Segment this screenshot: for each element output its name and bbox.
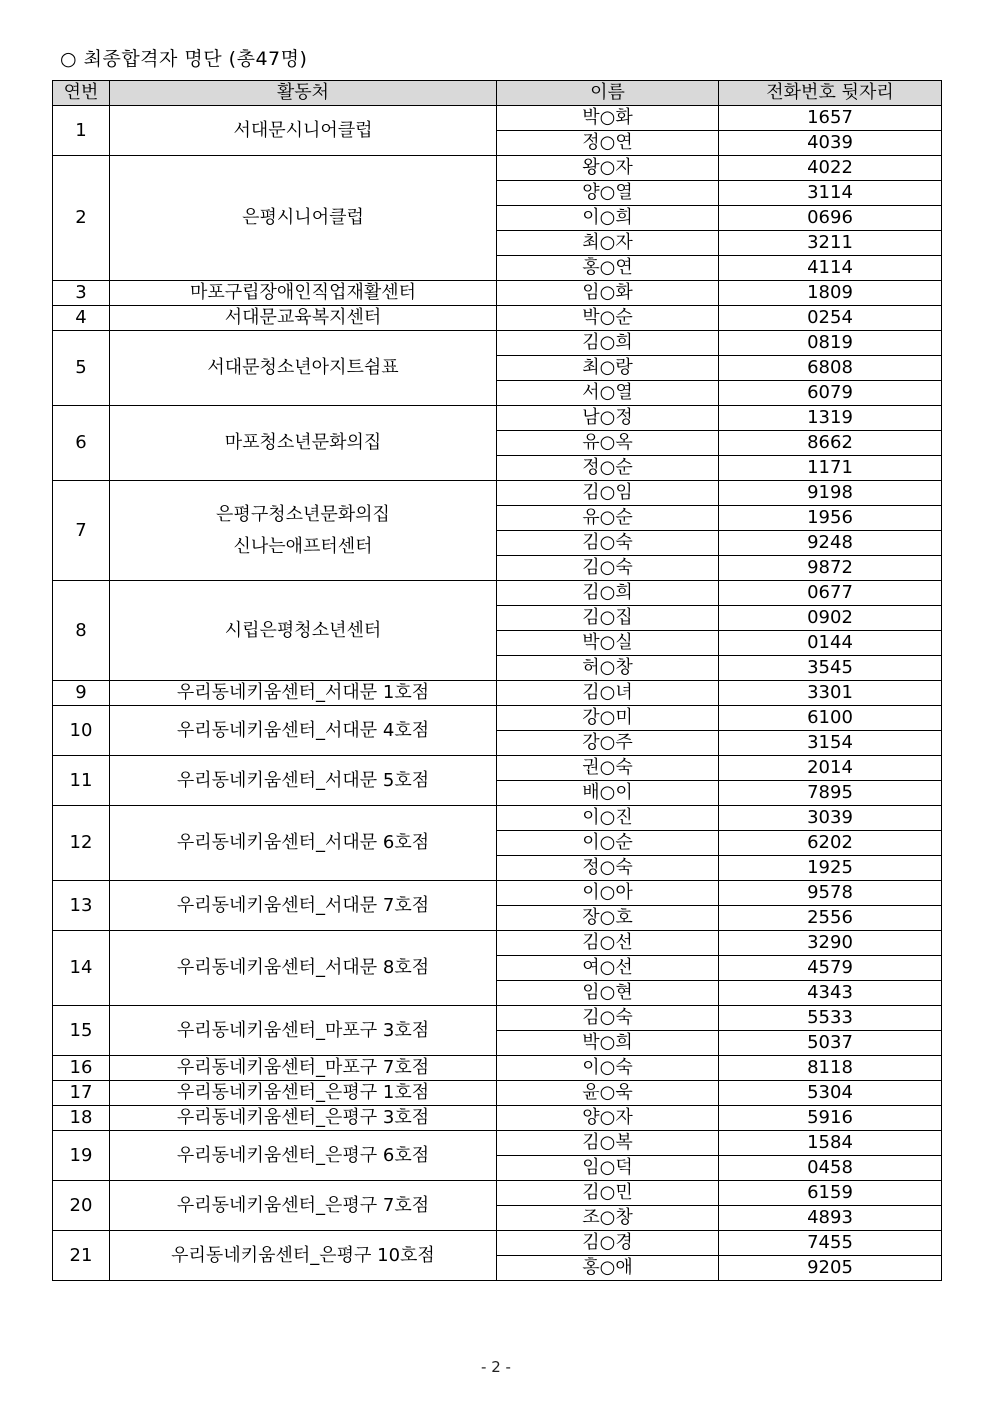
table-row xyxy=(53,306,942,331)
phone-last-digits: 5304 xyxy=(719,1081,942,1106)
table-row xyxy=(53,706,942,731)
table-row xyxy=(53,1081,942,1106)
phone-last-digits: 6079 xyxy=(719,381,942,406)
row-number: 7 xyxy=(53,481,110,581)
organization-cell xyxy=(110,1181,497,1231)
phone-last-digits: 5533 xyxy=(719,1006,942,1031)
row-number: 21 xyxy=(53,1231,110,1281)
phone-last-digits: 4579 xyxy=(719,956,942,981)
person-name: 최○랑 xyxy=(497,356,719,381)
row-number: 9 xyxy=(53,681,110,706)
table-row xyxy=(53,881,942,906)
row-number: 6 xyxy=(53,406,110,481)
person-name: 김○민 xyxy=(497,1181,719,1206)
phone-last-digits: 4343 xyxy=(719,981,942,1006)
phone-last-digits: 3114 xyxy=(719,181,942,206)
person-name: 정○순 xyxy=(497,456,719,481)
section-heading: ○ 최종합격자 명단 (총47명) xyxy=(60,48,308,70)
phone-last-digits: 0696 xyxy=(719,206,942,231)
organization-name: 우리동네키움센터_은평구 1호점 xyxy=(176,1082,430,1103)
organization-cell xyxy=(110,1006,497,1056)
person-name: 장○호 xyxy=(497,906,719,931)
organization-name: 우리동네키움센터_서대문 5호점 xyxy=(176,769,430,791)
organization-cell xyxy=(110,156,497,281)
person-name: 김○숙 xyxy=(497,1006,719,1031)
person-name: 김○집 xyxy=(497,606,719,631)
organization-name: 우리동네키움센터_서대문 6호점 xyxy=(176,832,430,853)
organization-name: 우리동네키움센터_마포구 7호점 xyxy=(176,1057,430,1078)
phone-last-digits: 4039 xyxy=(719,131,942,156)
table-row xyxy=(53,1131,942,1156)
table-row xyxy=(53,281,942,306)
organization-name: 우리동네키움센터_은평구 6호점 xyxy=(176,1144,430,1166)
person-name: 박○희 xyxy=(497,1031,719,1056)
person-name: 박○화 xyxy=(497,106,719,131)
organization-name: 마포청소년문화의집 xyxy=(224,432,382,453)
organization-name: 신나는애프터센터 xyxy=(233,535,373,557)
phone-last-digits: 6159 xyxy=(719,1181,942,1206)
person-name: 임○화 xyxy=(497,281,719,306)
person-name: 양○열 xyxy=(497,181,719,206)
row-number: 20 xyxy=(53,1181,110,1231)
organization-cell xyxy=(110,931,497,1006)
person-name: 유○순 xyxy=(497,506,719,531)
row-number: 10 xyxy=(53,706,110,756)
table-row xyxy=(53,681,942,706)
organization-cell xyxy=(110,1231,497,1281)
phone-last-digits: 7895 xyxy=(719,781,942,806)
person-name: 홍○연 xyxy=(497,256,719,281)
phone-last-digits: 3290 xyxy=(719,931,942,956)
row-number: 2 xyxy=(53,156,110,281)
phone-last-digits: 3545 xyxy=(719,656,942,681)
organization-name: 마포구립장애인직업재활센터 xyxy=(189,282,417,303)
phone-last-digits: 6808 xyxy=(719,356,942,381)
table-row xyxy=(53,581,942,606)
header-organization: 활동처 xyxy=(110,81,497,106)
person-name: 김○녀 xyxy=(497,681,719,706)
organization-cell xyxy=(110,406,497,481)
person-name: 정○숙 xyxy=(497,856,719,881)
phone-last-digits: 7455 xyxy=(719,1231,942,1256)
phone-last-digits: 9248 xyxy=(719,531,942,556)
phone-last-digits: 1809 xyxy=(719,281,942,306)
person-name: 왕○자 xyxy=(497,156,719,181)
phone-last-digits: 1956 xyxy=(719,506,942,531)
phone-last-digits: 3211 xyxy=(719,231,942,256)
phone-last-digits: 1584 xyxy=(719,1131,942,1156)
row-number: 16 xyxy=(53,1056,110,1081)
table-row xyxy=(53,1181,942,1206)
person-name: 남○정 xyxy=(497,406,719,431)
person-name: 김○임 xyxy=(497,481,719,506)
person-name: 이○진 xyxy=(497,806,719,831)
phone-last-digits: 8662 xyxy=(719,431,942,456)
header-number: 연번 xyxy=(53,81,110,106)
phone-last-digits: 5916 xyxy=(719,1106,942,1131)
person-name: 정○연 xyxy=(497,131,719,156)
organization-cell xyxy=(110,706,497,756)
organization-name: 은평시니어클럽 xyxy=(242,207,364,228)
organization-name: 서대문교육복지센터 xyxy=(224,307,382,328)
phone-last-digits: 0902 xyxy=(719,606,942,631)
person-name: 김○희 xyxy=(497,581,719,606)
phone-last-digits: 3154 xyxy=(719,731,942,756)
row-number: 17 xyxy=(53,1081,110,1106)
organization-cell xyxy=(110,106,497,156)
table-row xyxy=(53,106,942,131)
person-name: 박○실 xyxy=(497,631,719,656)
table-row xyxy=(53,1006,942,1031)
person-name: 강○주 xyxy=(497,731,719,756)
row-number: 5 xyxy=(53,331,110,406)
row-number: 8 xyxy=(53,581,110,681)
phone-last-digits: 1171 xyxy=(719,456,942,481)
row-number: 12 xyxy=(53,806,110,881)
organization-name: 시립은평청소년센터 xyxy=(224,619,382,641)
phone-last-digits: 9205 xyxy=(719,1256,942,1281)
person-name: 이○희 xyxy=(497,206,719,231)
organization-name: 은평구청소년문화의집 xyxy=(216,503,390,525)
table-row xyxy=(53,1106,942,1131)
row-number: 15 xyxy=(53,1006,110,1056)
person-name: 김○숙 xyxy=(497,531,719,556)
person-name: 김○희 xyxy=(497,331,719,356)
person-name: 이○순 xyxy=(497,831,719,856)
person-name: 권○숙 xyxy=(497,756,719,781)
phone-last-digits: 3039 xyxy=(719,806,942,831)
phone-last-digits: 9198 xyxy=(719,481,942,506)
organization-cell xyxy=(110,481,497,581)
organization-name: 우리동네키움센터_은평구 10호점 xyxy=(171,1244,435,1266)
table-row xyxy=(53,331,942,356)
organization-cell xyxy=(110,1131,497,1181)
organization-name: 서대문청소년아지트쉼표 xyxy=(207,357,399,378)
header-row xyxy=(53,81,942,106)
phone-last-digits: 2014 xyxy=(719,756,942,781)
phone-last-digits: 4022 xyxy=(719,156,942,181)
person-name: 조○창 xyxy=(497,1206,719,1231)
organization-cell xyxy=(110,1106,497,1131)
phone-last-digits: 0144 xyxy=(719,631,942,656)
organization-name: 우리동네키움센터_서대문 8호점 xyxy=(176,957,430,978)
person-name: 홍○애 xyxy=(497,1256,719,1281)
person-name: 서○열 xyxy=(497,381,719,406)
organization-cell xyxy=(110,681,497,706)
organization-cell xyxy=(110,756,497,806)
organization-cell xyxy=(110,281,497,306)
organization-name: 우리동네키움센터_서대문 1호점 xyxy=(176,682,430,703)
person-name: 김○숙 xyxy=(497,556,719,581)
phone-last-digits: 0677 xyxy=(719,581,942,606)
organization-cell xyxy=(110,306,497,331)
phone-last-digits: 1319 xyxy=(719,406,942,431)
organization-name: 서대문시니어클럽 xyxy=(233,119,373,141)
organization-cell xyxy=(110,881,497,931)
person-name: 최○자 xyxy=(497,231,719,256)
row-number: 4 xyxy=(53,306,110,331)
person-name: 유○옥 xyxy=(497,431,719,456)
organization-cell xyxy=(110,1056,497,1081)
row-number: 1 xyxy=(53,106,110,156)
phone-last-digits: 6202 xyxy=(719,831,942,856)
organization-cell xyxy=(110,806,497,881)
header-name: 이름 xyxy=(497,81,719,106)
phone-last-digits: 1657 xyxy=(719,106,942,131)
person-name: 김○복 xyxy=(497,1131,719,1156)
phone-last-digits: 6100 xyxy=(719,706,942,731)
table-row xyxy=(53,406,942,431)
organization-cell xyxy=(110,331,497,406)
person-name: 여○선 xyxy=(497,956,719,981)
phone-last-digits: 8118 xyxy=(719,1056,942,1081)
organization-name: 우리동네키움센터_서대문 7호점 xyxy=(176,894,430,916)
person-name: 임○현 xyxy=(497,981,719,1006)
table-header xyxy=(53,81,942,106)
header-phone-last-digits: 전화번호 뒷자리 xyxy=(719,81,942,106)
person-name: 박○순 xyxy=(497,306,719,331)
organization-cell xyxy=(110,581,497,681)
person-name: 윤○욱 xyxy=(497,1081,719,1106)
row-number: 3 xyxy=(53,281,110,306)
row-number: 14 xyxy=(53,931,110,1006)
table-row xyxy=(53,1231,942,1256)
table-row xyxy=(53,1056,942,1081)
row-number: 18 xyxy=(53,1106,110,1131)
phone-last-digits: 9578 xyxy=(719,881,942,906)
table-row xyxy=(53,931,942,956)
person-name: 강○미 xyxy=(497,706,719,731)
person-name: 임○덕 xyxy=(497,1156,719,1181)
organization-name: 우리동네키움센터_은평구 7호점 xyxy=(176,1194,430,1216)
organization-cell xyxy=(110,1081,497,1106)
row-number: 13 xyxy=(53,881,110,931)
organization-name: 우리동네키움센터_마포구 3호점 xyxy=(176,1019,430,1041)
phone-last-digits: 0254 xyxy=(719,306,942,331)
phone-last-digits: 9872 xyxy=(719,556,942,581)
phone-last-digits: 5037 xyxy=(719,1031,942,1056)
organization-name: 우리동네키움센터_은평구 3호점 xyxy=(176,1107,430,1128)
row-number: 11 xyxy=(53,756,110,806)
phone-last-digits: 1925 xyxy=(719,856,942,881)
final-applicants-table xyxy=(52,80,942,1281)
person-name: 이○아 xyxy=(497,881,719,906)
table-body xyxy=(53,106,942,1281)
person-name: 이○숙 xyxy=(497,1056,719,1081)
table-row xyxy=(53,481,942,506)
phone-last-digits: 2556 xyxy=(719,906,942,931)
phone-last-digits: 0819 xyxy=(719,331,942,356)
person-name: 김○경 xyxy=(497,1231,719,1256)
table-row xyxy=(53,806,942,831)
table-row xyxy=(53,156,942,181)
person-name: 허○창 xyxy=(497,656,719,681)
row-number: 19 xyxy=(53,1131,110,1181)
phone-last-digits: 4114 xyxy=(719,256,942,281)
person-name: 김○선 xyxy=(497,931,719,956)
person-name: 양○자 xyxy=(497,1106,719,1131)
phone-last-digits: 3301 xyxy=(719,681,942,706)
phone-last-digits: 4893 xyxy=(719,1206,942,1231)
organization-name: 우리동네키움센터_서대문 4호점 xyxy=(176,719,430,741)
table-row xyxy=(53,756,942,781)
person-name: 배○이 xyxy=(497,781,719,806)
phone-last-digits: 0458 xyxy=(719,1156,942,1181)
page-number: - 2 - xyxy=(481,1358,511,1376)
